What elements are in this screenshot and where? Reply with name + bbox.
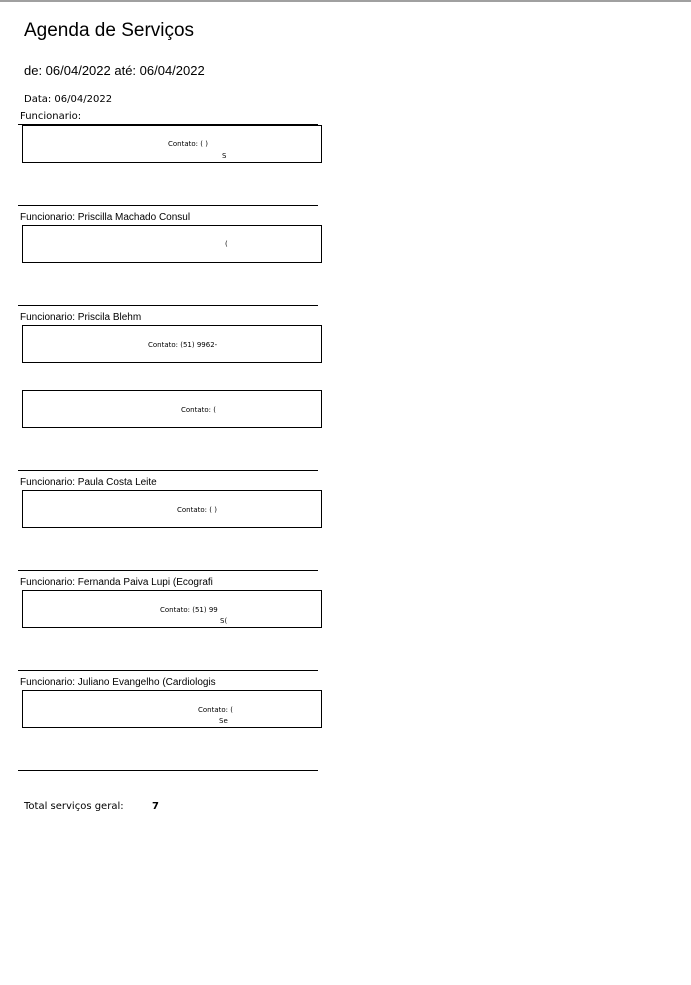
contact-text: Contato: (51) 99 [160,606,218,614]
employee-label: Funcionario: [20,111,82,122]
separator-line [18,670,318,671]
employee-box [22,325,322,363]
contact-text: Contato: ( ) [177,506,217,514]
contact-text: Contato: ( [198,706,233,714]
separator-line [18,570,318,571]
employee-label: Funcionario: Priscila Blehm [20,312,142,323]
employee-box [22,390,322,428]
separator-line [18,470,318,471]
employee-label: Funcionario: Juliano Evangelho (Cardiologis [20,677,216,688]
employee-label: Funcionario: Fernanda Paiva Lupi (Ecografi [20,577,213,588]
service-text: Se [219,717,228,725]
separator-line [18,205,318,206]
service-text: S( [220,617,228,625]
total-value: 7 [152,801,159,812]
contact-text: ( [225,240,228,248]
service-text: S [222,152,227,160]
contact-text: Contato: ( [181,406,216,414]
date-line: Data: 06/04/2022 [24,94,113,105]
employee-label: Funcionario: Paula Costa Leite [20,477,157,488]
employee-box [22,690,322,728]
contact-text: Contato: ( ) [168,140,208,148]
employee-label: Funcionario: Priscilla Machado Consul [20,212,191,223]
separator-line [18,770,318,771]
employee-box [22,225,322,263]
contact-text: Contato: (51) 9962- [148,341,218,349]
report-title: Agenda de Serviços [24,20,195,41]
total-label: Total serviços geral: [24,801,124,812]
employee-box [22,590,322,628]
report-page [0,0,233,985]
separator-line [18,305,318,306]
employee-box [22,490,322,528]
date-range: de: 06/04/2022 até: 06/04/2022 [24,63,205,78]
employee-box [22,125,322,163]
